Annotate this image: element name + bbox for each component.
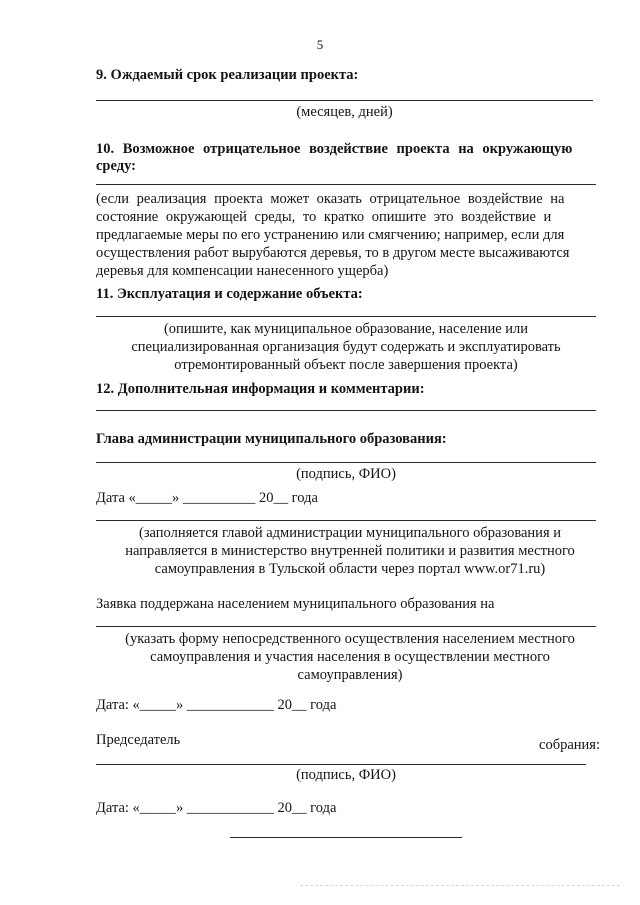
head-admin-heading: Глава администрации муниципального образования: <box>96 431 447 447</box>
section-10-hint-line3: предлагаемые меры по его устранению или смягчению; например, если для <box>96 227 565 243</box>
section-10-hint-line4: осуществления работ вырубаются деревья, то в другом месте высаживаются <box>96 245 570 261</box>
section-9-heading: 9. Ождаемый срок реализации проекта: <box>96 67 359 83</box>
support-date: Дата: «_____» ____________ 20__ года <box>96 697 337 713</box>
bottom-separator <box>230 837 462 838</box>
section-9-answer-line <box>96 100 593 101</box>
scan-artifact <box>300 885 620 887</box>
section-11-heading: 11. Эксплуатация и содержание объекта: <box>96 286 363 302</box>
section-12-heading: 12. Дополнительная информация и комментарии: <box>96 381 425 397</box>
support-text: Заявка поддержана населением муниципального образования на <box>96 596 495 612</box>
section-10-hint <box>96 190 598 280</box>
chairman-date: Дата: «_____» ____________ 20__ года <box>96 800 337 816</box>
section-10-hint-line2: состояние окружающей среды, то кратко опишите это воздействие и <box>96 209 552 225</box>
chairman-sign-line <box>96 764 586 765</box>
section-10-hint-line5: деревья для компенсации нанесенного ущерба) <box>96 263 389 279</box>
section-10-hint-line1: (если реализация проекта может оказать отрицательное воздействие на <box>96 191 565 207</box>
head-admin-note-line2: направляется в министерство внутренней политики и развития местного <box>125 543 575 559</box>
section-10-heading-line2: среду: <box>96 158 136 174</box>
section-10-heading-line1: 10. Возможное отрицательное воздействие проекта на окружающую <box>96 141 573 157</box>
support-hint-line3: самоуправления) <box>297 667 403 683</box>
head-admin-note-line3: самоуправления в Тульской области через портал www.or71.ru) <box>154 561 546 577</box>
chairman-label-meeting: собрания: <box>539 737 600 753</box>
support-hint <box>90 630 610 684</box>
head-admin-sign-line <box>96 462 596 463</box>
section-11-hint-line2: специализированная организация будут содержать и эксплуатировать <box>131 339 561 355</box>
section-11-hint <box>96 320 596 374</box>
page-number: 5 <box>316 37 324 52</box>
chairman-sign-hint: (подпись, ФИО) <box>296 767 396 783</box>
head-admin-date: Дата «_____» __________ 20__ года <box>96 490 318 506</box>
section-12-answer-line <box>96 410 596 411</box>
head-admin-note-line <box>96 520 596 521</box>
head-admin-sign-hint: (подпись, ФИО) <box>296 466 396 482</box>
support-form-line <box>96 626 596 627</box>
section-9-hint: (месяцев, дней) <box>296 104 393 120</box>
section-11-hint-line1: (опишите, как муниципальное образование, население или <box>163 321 529 337</box>
section-11-answer-line <box>96 316 596 317</box>
head-admin-note-line1: (заполняется главой администрации муниципального образования и <box>138 525 561 541</box>
section-10-answer-line <box>96 184 596 185</box>
section-11-hint-line3: отремонтированный объект после завершения проекта) <box>174 357 518 373</box>
head-admin-note <box>90 524 610 578</box>
support-hint-line1: (указать форму непосредственного осуществления населением местного <box>125 631 575 647</box>
chairman-label: Председатель <box>96 732 181 748</box>
support-hint-line2: самоуправления и участия населения в осуществлении местного <box>150 649 550 665</box>
